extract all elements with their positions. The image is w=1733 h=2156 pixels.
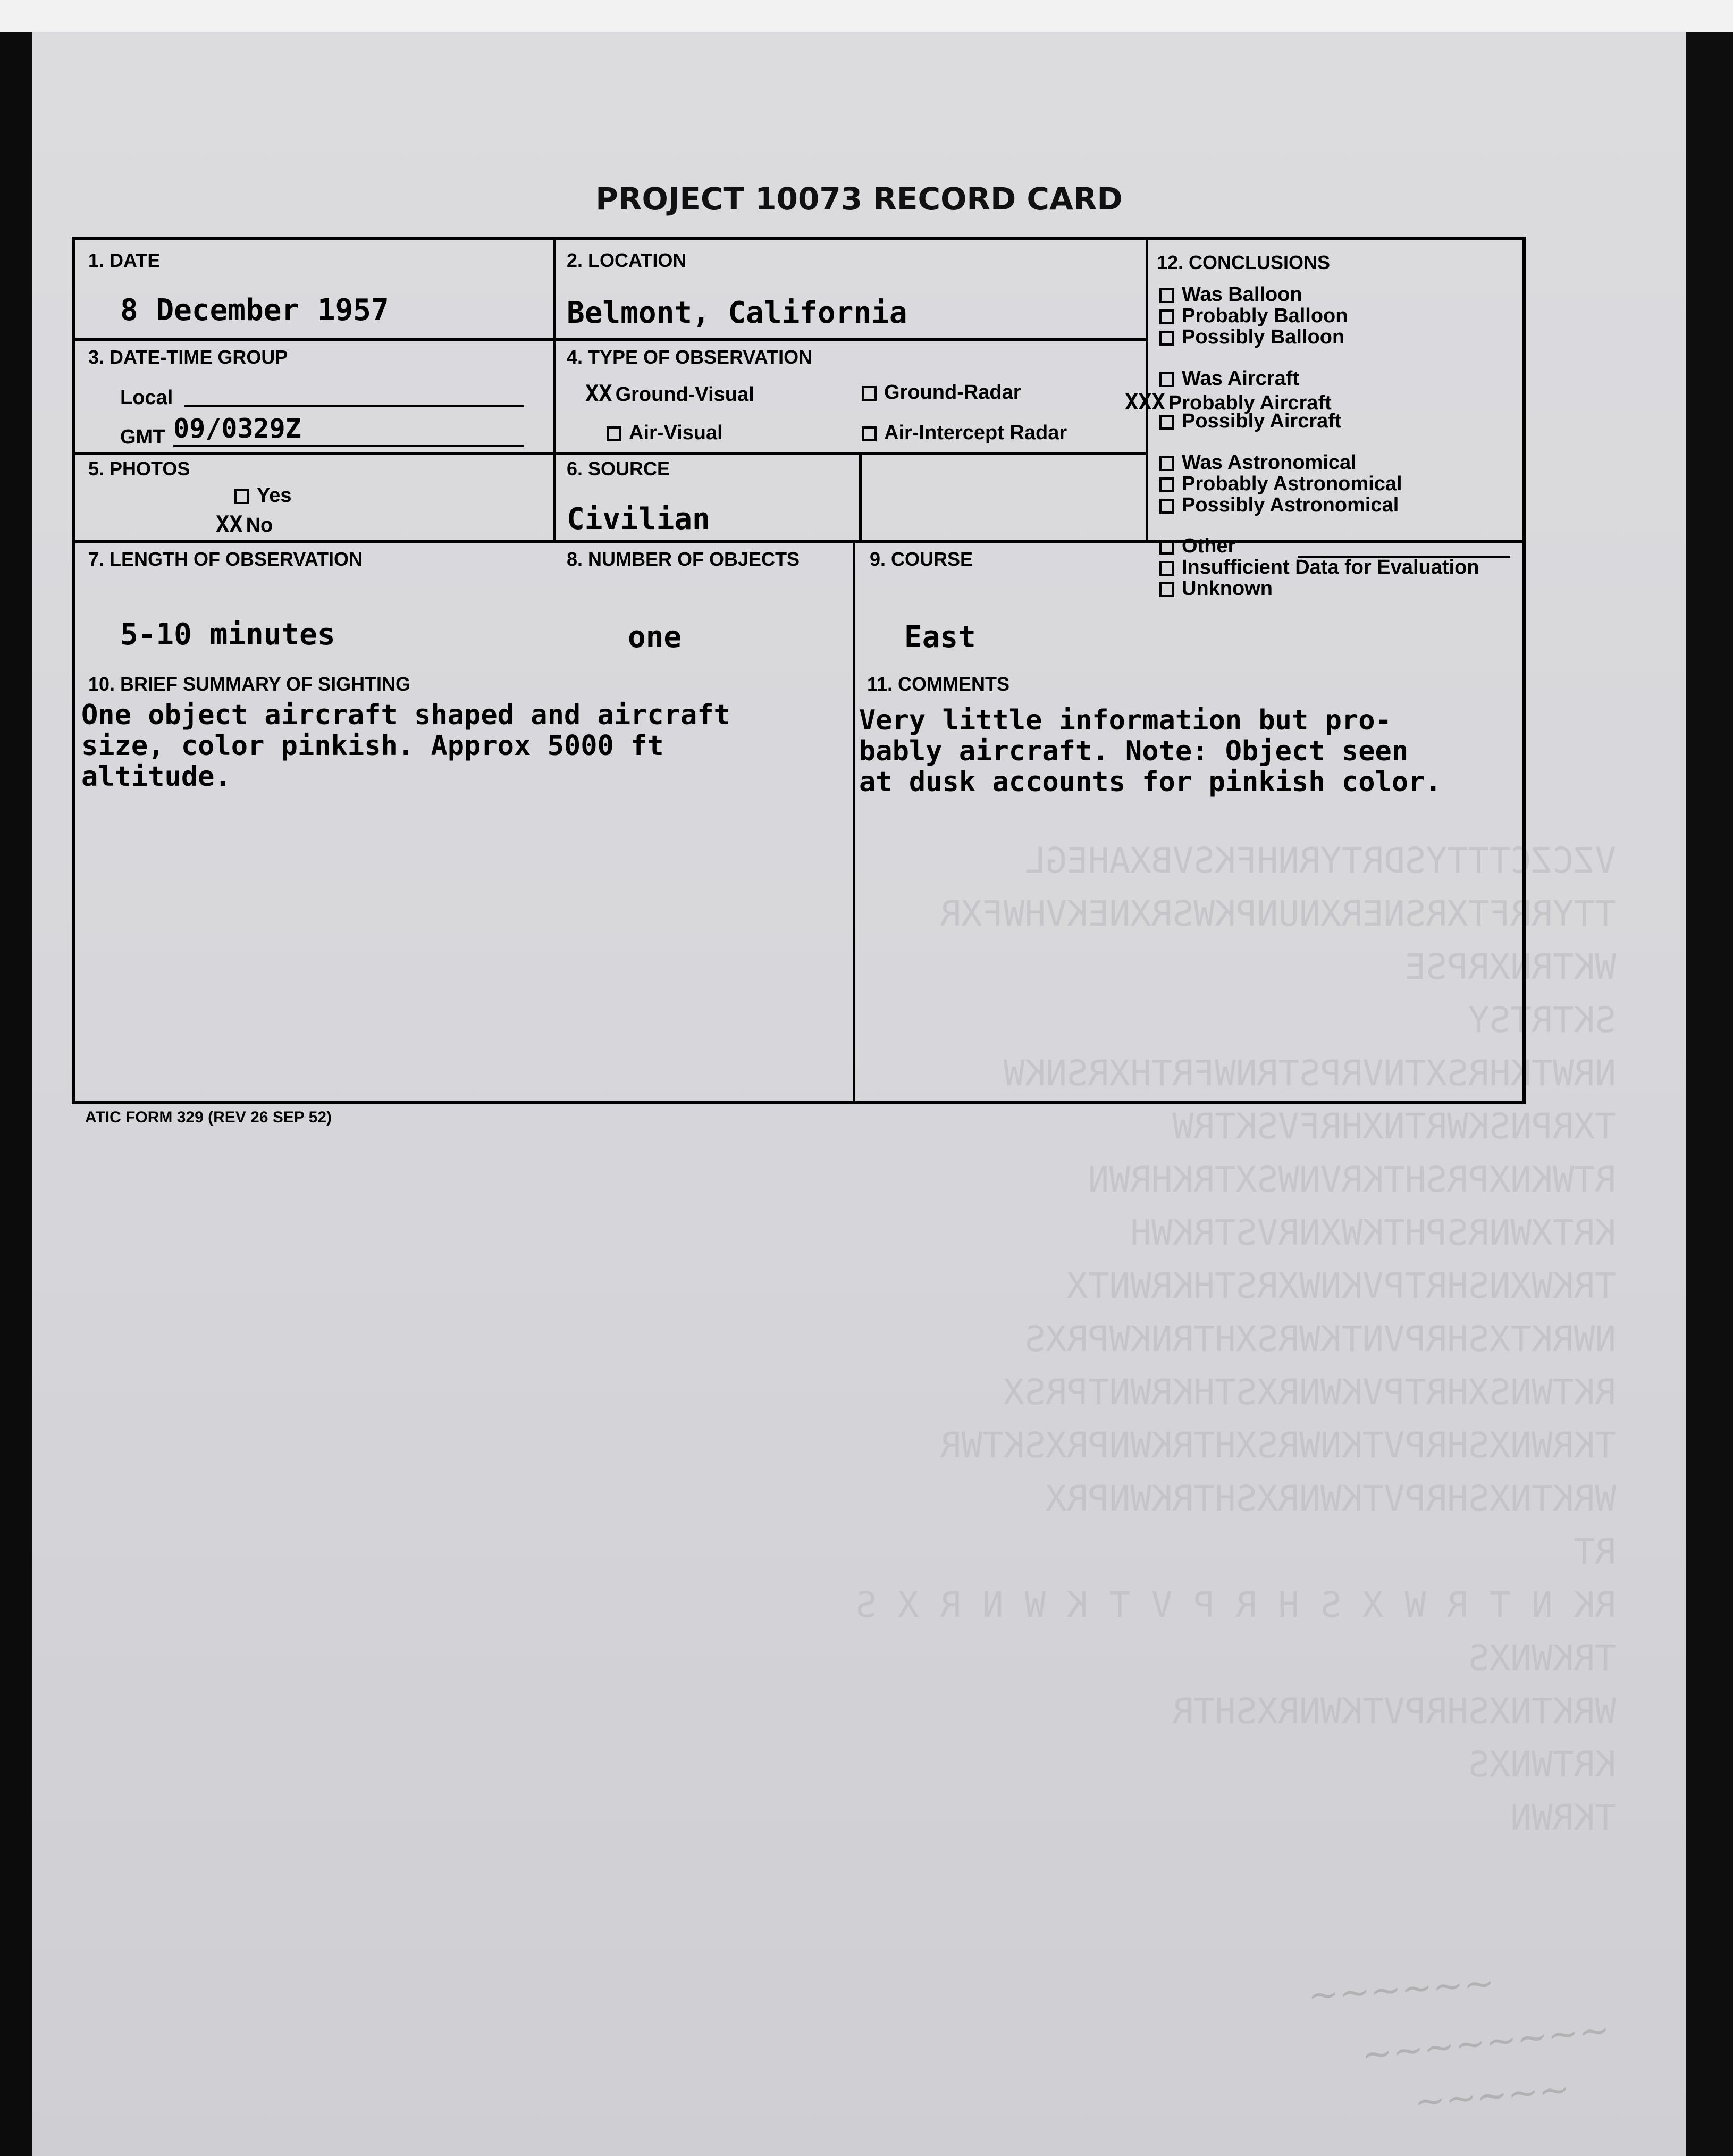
option-air-intercept-radar — [862, 422, 1067, 444]
conclusion-probably-astronomical — [1159, 473, 1402, 496]
course-label: 9. COURSE — [870, 548, 973, 570]
checkbox-icon — [1159, 372, 1174, 387]
conclusion-unknown — [1159, 577, 1273, 600]
was-balloon-text: Was Balloon — [1182, 283, 1302, 306]
conclusion-possibly-aircraft — [1159, 410, 1342, 433]
checkbox-icon — [234, 489, 249, 504]
air-intercept-radar-text: Air-Intercept Radar — [884, 422, 1067, 444]
checkbox-icon — [862, 386, 877, 401]
option-ground-visual — [585, 380, 754, 406]
option-photos-yes — [234, 484, 292, 507]
conclusion-was-aircraft — [1159, 367, 1299, 390]
comments-text — [859, 705, 1442, 798]
ground-visual-text: Ground-Visual — [615, 383, 754, 406]
rule-row-3 — [75, 540, 1522, 543]
was-aircraft-text: Was Aircraft — [1182, 367, 1300, 390]
checkbox-icon — [1159, 288, 1174, 303]
comments-line: bably aircraft. Note: Object seen — [859, 735, 1409, 767]
location-label: 2. LOCATION — [567, 249, 687, 271]
photos-no-text: No — [246, 514, 273, 536]
option-photos-no — [216, 511, 273, 537]
air-visual-text: Air-Visual — [629, 422, 723, 444]
film-frame-left — [0, 32, 32, 2156]
checkbox-icon — [1159, 415, 1174, 430]
checkbox-icon — [1159, 331, 1174, 346]
card-title: PROJECT 10073 RECORD CARD — [595, 181, 1123, 217]
photos-yes-text: Yes — [257, 484, 292, 507]
conclusion-was-astronomical — [1159, 451, 1357, 474]
conclusion-insufficient-data — [1159, 556, 1479, 579]
checkbox-icon — [607, 426, 621, 441]
ground-radar-text: Ground-Radar — [884, 381, 1021, 404]
insufficient-data-text: Insufficient Data for Evaluation — [1182, 556, 1479, 578]
probably-balloon-text: Probably Balloon — [1182, 305, 1348, 327]
conclusion-probably-balloon — [1159, 305, 1348, 328]
date-label: 1. DATE — [88, 249, 161, 271]
other-text: Other — [1182, 535, 1236, 557]
comments-line: Very little information but pro- — [859, 704, 1392, 736]
checkbox-icon — [1159, 456, 1174, 471]
brief-summary-line: size, color pinkish. Approx 5000 ft — [81, 730, 664, 762]
checkbox-icon — [1159, 582, 1174, 597]
conclusion-possibly-astronomical — [1159, 494, 1399, 517]
rule-col-a — [553, 240, 556, 540]
possibly-astronomical-text: Possibly Astronomical — [1182, 494, 1399, 516]
form-identifier: ATIC FORM 329 (REV 26 SEP 52) — [85, 1109, 332, 1126]
rule-row-2 — [75, 452, 1146, 455]
photos-no-mark: XX — [216, 511, 243, 537]
gmt-label: GMT — [120, 426, 165, 448]
record-card-grid — [72, 237, 1526, 1104]
checkbox-icon — [1159, 499, 1174, 514]
brief-summary-line: altitude. — [81, 761, 231, 793]
brief-summary-text — [81, 700, 730, 792]
rule-col-course — [859, 452, 862, 540]
local-time-label: Local — [120, 387, 173, 409]
length-of-observation-label: 7. LENGTH OF OBSERVATION — [88, 548, 363, 570]
date-value: 8 December 1957 — [120, 293, 389, 328]
film-frame-right — [1686, 32, 1733, 2156]
rule-row-1 — [75, 338, 1146, 341]
rule-col-comments — [853, 540, 855, 1101]
photos-label: 5. PHOTOS — [88, 458, 190, 480]
type-of-observation-label: 4. TYPE OF OBSERVATION — [567, 346, 813, 368]
checkbox-icon — [862, 426, 877, 441]
unknown-text: Unknown — [1182, 577, 1273, 600]
option-ground-radar — [862, 381, 1021, 404]
length-of-observation-value: 5-10 minutes — [120, 617, 335, 652]
option-air-visual — [607, 422, 723, 444]
comments-label: 11. COMMENTS — [867, 673, 1010, 695]
brief-summary-line: One object aircraft shaped and aircraft — [81, 699, 730, 731]
source-label: 6. SOURCE — [567, 458, 670, 480]
local-time-line — [184, 405, 524, 407]
conclusion-other — [1159, 535, 1235, 558]
number-of-objects-label: 8. NUMBER OF OBJECTS — [567, 548, 800, 570]
probably-astronomical-text: Probably Astronomical — [1182, 473, 1402, 495]
gmt-line — [173, 445, 524, 447]
conclusion-possibly-balloon — [1159, 326, 1344, 349]
ground-visual-mark: XX — [585, 380, 612, 406]
brief-summary-label: 10. BRIEF SUMMARY OF SIGHTING — [88, 673, 411, 695]
possibly-balloon-text: Possibly Balloon — [1182, 326, 1345, 348]
film-frame-top — [0, 0, 1733, 32]
checkbox-icon — [1159, 477, 1174, 492]
probably-aircraft-text: Probably Aircraft — [1168, 392, 1332, 414]
course-value: East — [904, 620, 976, 655]
checkbox-icon — [1159, 309, 1174, 324]
conclusion-was-balloon — [1159, 283, 1302, 306]
number-of-objects-value: one — [628, 620, 682, 655]
was-astronomical-text: Was Astronomical — [1182, 451, 1357, 474]
checkbox-icon — [1159, 561, 1174, 576]
checkbox-icon — [1159, 540, 1174, 555]
possibly-aircraft-text: Possibly Aircraft — [1182, 410, 1342, 432]
date-time-group-label: 3. DATE-TIME GROUP — [88, 346, 288, 368]
probably-aircraft-mark: XXX — [1125, 389, 1165, 415]
comments-line: at dusk accounts for pinkish color. — [859, 766, 1442, 798]
gmt-value: 09/0329Z — [173, 413, 301, 444]
record-card-page: VZCZCTTTYSDRTYRNHFKSVBXAHEGL TTYRRFTXRSNERXNUNPKWSRXNEKVHWFXR WKTRNXRPSE SKTRTSY NRWTKHRSXTNVRPSTRNWFRTHXRSNKW TXRPNSKWRTNXHRFVSKTRW RTWKNXPRSHTKRVNWSXTRKHRWN KRTXWNRSPHTKWXNRVSTRKWH TRKWXNSHRTPVKNWXRSTHKRWNTX NWRKTXSHRPVNTKWRSXHTRNKWPRXS RKTWNSXHRTPVKWNRXSTHKRWNTPRSX TKRWNXSHRPVTKNWRSXHTRKWNPRXSKTWR WRKTNXSHRPVTKWNRXSHTRKWNPRX RT RK N T R W X S H R P V T K W N R X S TRKWNXS WRKTNXSHRPVTKWNRXSHTR KRTWNXS TKRWN PROJECT 10073 RECORD CARD 1. DATE 8 December 1957 2. LOCATION Belmont, California 3. DATE-TIME GROUP Local GMT 09/0329Z 4. TYPE OF OBSERVATION XX Ground-Visual Ground-Radar Air-Visual Air-Intercept Radar 5. PHOTOS Yes XX No 6. SOURCE Civilian 7. LENGTH OF OBSERVATION 5-10 minutes 8. NUMBER OF OBJECTS one 9. COURSE East 12. CONCLUSIONS Was Balloon Probably Balloon Possibly Balloon Was Aircraft XXX Probably Aircraft Possibly Aircraft Was Astronomical Probably Astronomical Possibly Astronomical Other Insufficient Data for Evaluation Unknown 10. BRIEF SUMMARY OF SIGHTING One object aircraft shaped and aircraft size, color pinkish. Approx 5000 ft altitude. 11. COMMENTS Very little information but pro- bably aircraft. Note: Object seen at dusk accounts for pinkish color. ATIC FORM 329 (REV 26 SEP 52) ~~~~~~ ~~~~~~~~ ~~~~~ — [32, 32, 1686, 2156]
conclusions-label: 12. CONCLUSIONS — [1157, 251, 1331, 273]
source-value: Civilian — [567, 502, 710, 536]
location-value: Belmont, California — [567, 296, 907, 330]
